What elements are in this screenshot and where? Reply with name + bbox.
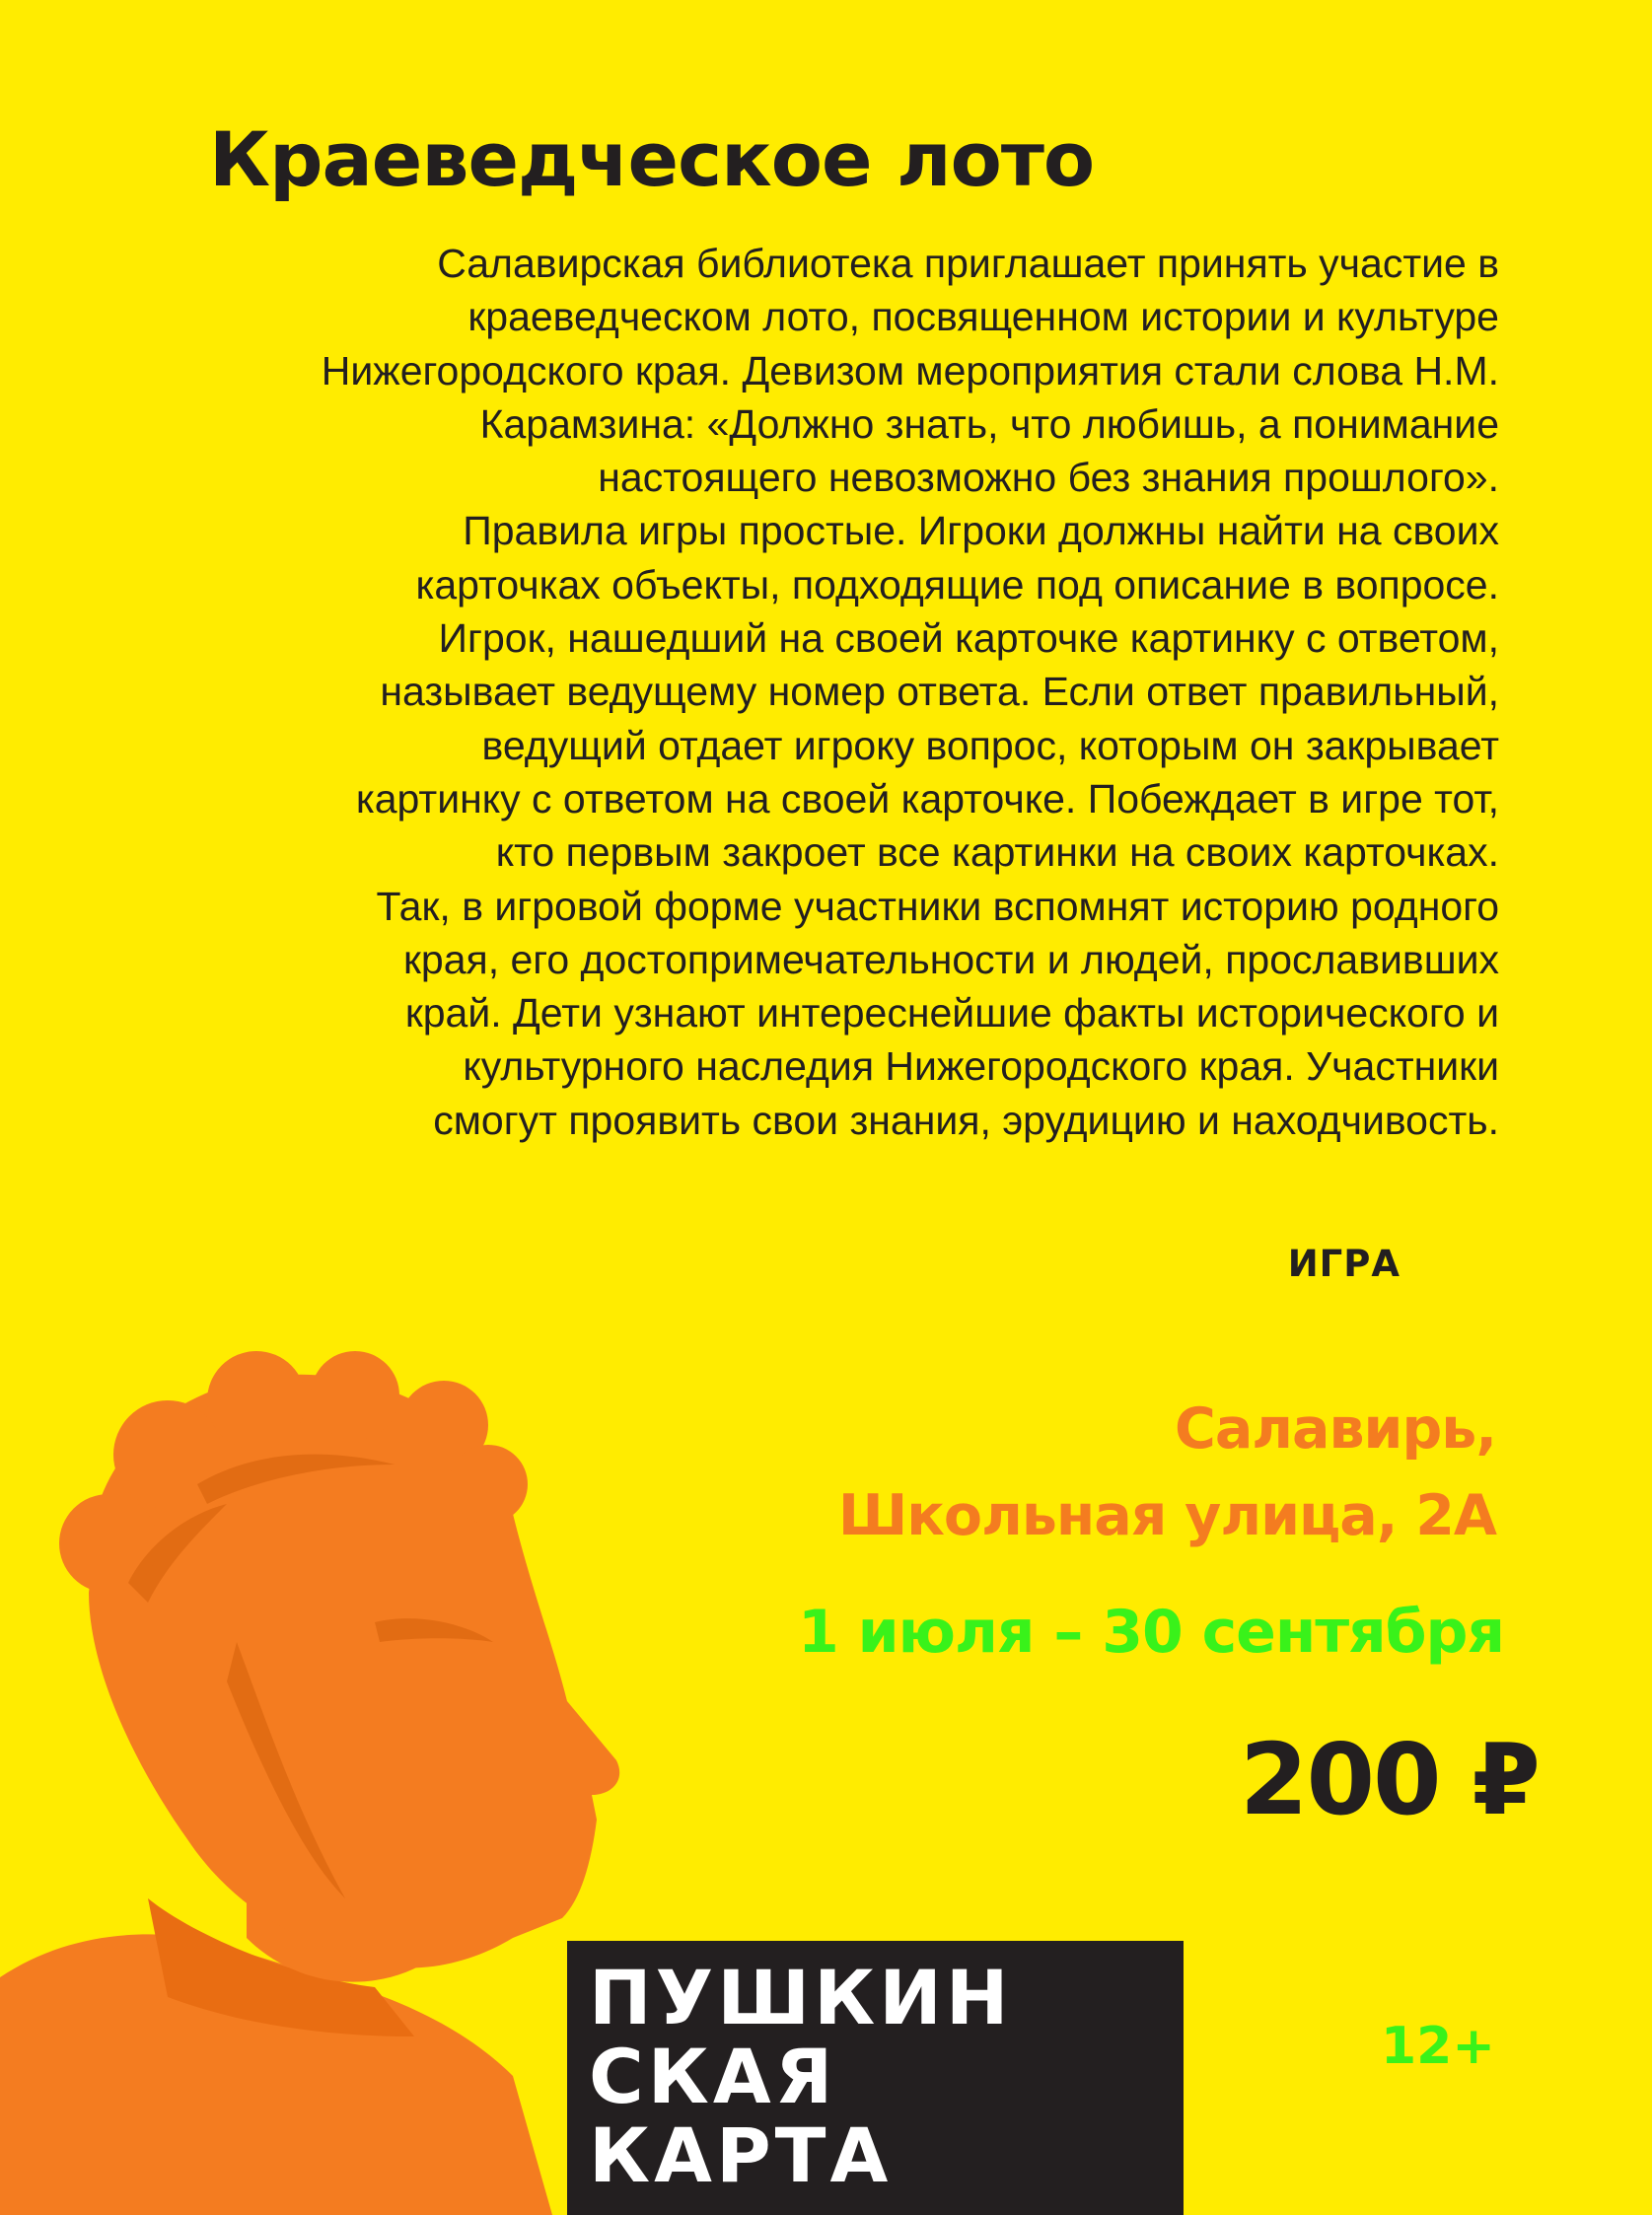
logo-line-1: ПУШКИН: [589, 1954, 1013, 2041]
description-line: Правила игры простые. Игроки должны найти на своих: [463, 508, 1499, 554]
event-price: 200 ₽: [1239, 1722, 1539, 1837]
description-line: Так, в игровой форме участники вспомнят историю родного: [376, 883, 1499, 929]
address-line-1: Салавирь,: [1174, 1396, 1496, 1462]
event-description: [59, 237, 1499, 1147]
description-line: края, его достопримечательности и людей, прославивших: [402, 936, 1499, 982]
age-rating-badge: 12+: [1381, 2017, 1495, 2076]
description-line: смогут проявить свои знания, эрудицию и находчивость.: [433, 1097, 1499, 1143]
event-title: Краеведческое лото: [209, 115, 1095, 203]
description-line: кто первым закроет все картинки на своих карточках.: [495, 829, 1499, 876]
description-line: край. Дети узнают интереснейшие факты исторического и: [404, 990, 1499, 1036]
description-line: называет ведущему номер ответа. Если ответ правильный,: [380, 669, 1499, 715]
event-address: [838, 1386, 1496, 1559]
description-line: Нижегородского края. Девизом мероприятия стали слова Н.М.: [321, 347, 1499, 393]
pushkin-card-logo: [567, 1941, 1184, 2215]
pushkin-bust-illustration: [0, 1346, 651, 2215]
description-line: настоящего невозможно без знания прошлого».: [598, 455, 1499, 501]
logo-line-3: КАРТА: [589, 2111, 893, 2199]
description-line: карточках объекты, подходящие под описание в вопросе.: [415, 561, 1499, 607]
description-line: Салавирская библиотека приглашает принять участие в: [437, 241, 1499, 286]
description-line: ведущий отдает игроку вопрос, которым он закрывает: [481, 722, 1499, 768]
address-line-2: Школьная улица, 2А: [837, 1483, 1496, 1548]
event-category: ИГРА: [1287, 1243, 1401, 1285]
logo-line-2: СКАЯ: [589, 2033, 837, 2120]
event-dates: 1 июля – 30 сентября: [797, 1598, 1504, 1667]
description-line: Игрок, нашедший на своей карточке картинку с ответом,: [438, 615, 1499, 662]
description-line: картинку с ответом на своей карточке. Побеждает в игре тот,: [355, 775, 1499, 822]
description-line: краеведческом лото, посвященном истории и культуре: [467, 294, 1499, 340]
description-line: культурного наследия Нижегородского края. Участники: [463, 1043, 1499, 1090]
description-line: Карамзина: «Должно знать, что любишь, а понимание: [479, 400, 1499, 447]
